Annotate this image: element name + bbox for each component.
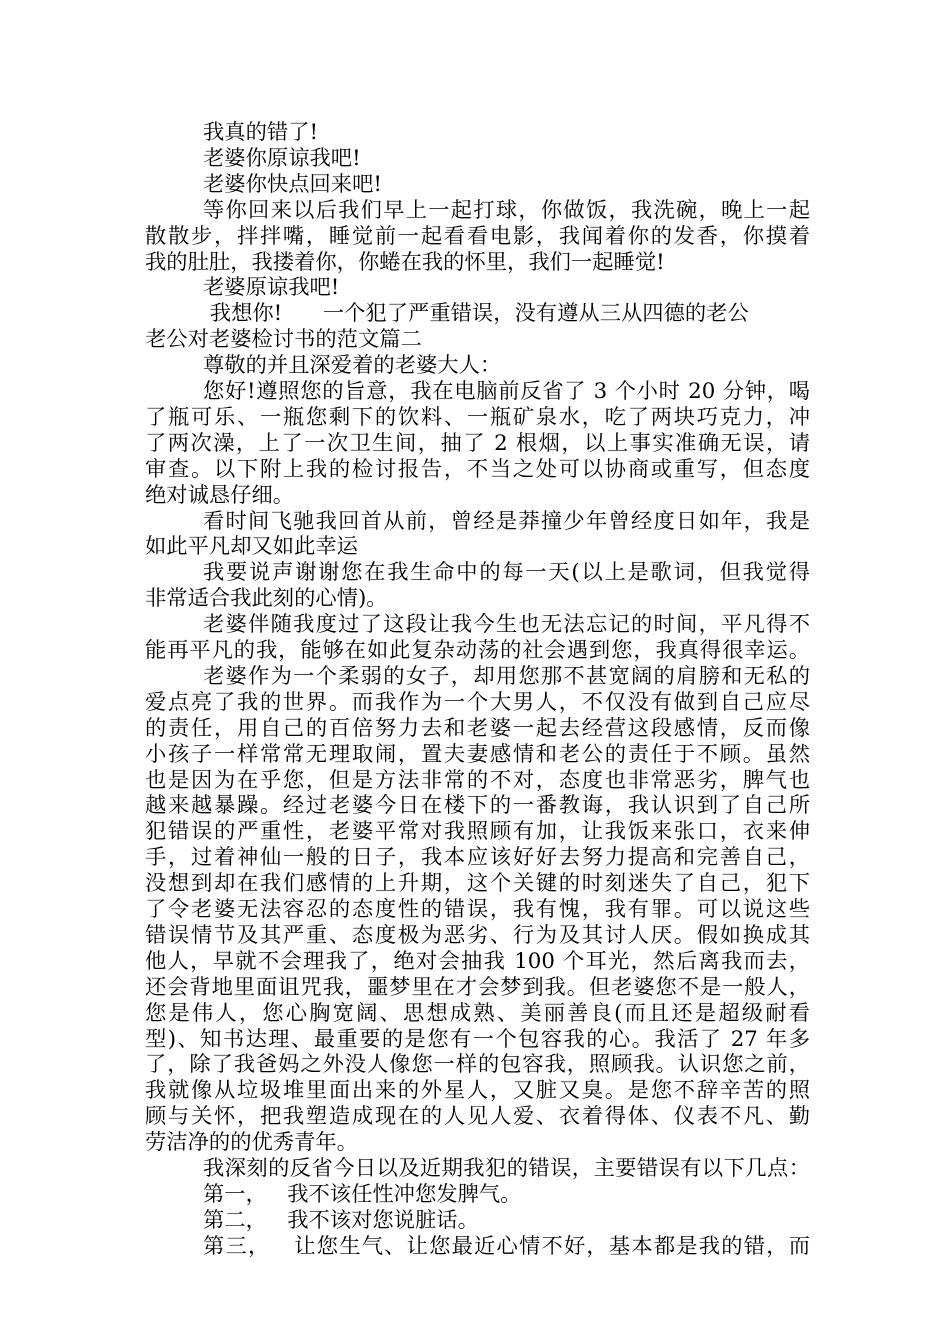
text-line: 老婆伴随我度过了这段让我今生也无法忘记的时间，平凡得不 [203, 612, 810, 638]
text-line: 爱点亮了我的世界。而我作为一个大男人，不仅没有做到自己应尽 [145, 689, 810, 715]
text-line: 非常适合我此刻的心情)。 [145, 586, 388, 612]
text-line: 的责任，用自己的百倍努力去和老婆一起去经营这段感情，反而像 [145, 715, 810, 741]
text-line: 尊敬的并且深爱着的老婆大人： [203, 353, 502, 379]
text-line: 第一， 我不该任性冲您发脾气。 [203, 1181, 522, 1207]
text-line: 顾与关怀，把我塑造成现在的人见人爱、衣着得体、仪表不凡、勤 [145, 1104, 810, 1130]
text-line: 老公对老婆检讨书的范文篇二 [145, 327, 422, 353]
text-line: 审查。以下附上我的检讨报告，不当之处可以协商或重写，但态度 [145, 456, 810, 482]
text-line: 第三， 让您生气、让您最近心情不好，基本都是我的错，而 [203, 1233, 810, 1259]
text-line: 劳洁净的的优秀青年。 [145, 1130, 358, 1156]
text-line: 散散步，拌拌嘴，睡觉前一起看看电影，我闻着你的发香，你摸着 [145, 223, 810, 249]
text-line: 小孩子一样常常无理取闹，置夫妻感情和老公的责任于不顾。虽然 [145, 741, 810, 767]
text-line: 老婆作为一个柔弱的女子，却用您那不甚宽阔的肩膀和无私的 [203, 663, 810, 689]
text-line: 等你回来以后我们早上一起打球，你做饭，我洗碗，晚上一起 [203, 197, 810, 223]
text-line: 看时间飞驰我回首从前，曾经是莽撞少年曾经度日如年，我是 [203, 508, 810, 534]
text-line: 了令老婆无法容忍的态度性的错误，我有愧，我有罪。可以说这些 [145, 897, 810, 922]
text-line: 犯错误的严重性，老婆平常对我照顾有加，让我饭来张口，衣来伸 [145, 819, 810, 845]
text-line: 手，过着神仙一般的日子，我本应该好好去努力提高和完善自己， [145, 845, 810, 871]
text-line: 老婆你快点回来吧! [203, 171, 382, 197]
text-line: 我的肚肚，我搂着你，你蜷在我的怀里，我们一起睡觉! [145, 249, 665, 275]
text-line: 老婆你原谅我吧! [203, 145, 361, 171]
text-line: 型)、知书达理、最重要的是您有一个包容我的心。我活了 27 年多 [145, 1026, 810, 1052]
text-line: 您好!遵照您的旨意，我在电脑前反省了 3 个小时 20 分钟，喝 [203, 379, 810, 404]
text-line: 第二， 我不该对您说脏话。 [203, 1207, 479, 1233]
text-line: 越来越暴躁。经过老婆今日在楼下的一番教诲，我认识到了自己所 [145, 793, 810, 819]
text-line: 绝对诚恳仔细。 [145, 482, 295, 508]
text-line: 他人，早就不会理我了，绝对会抽我 100 个耳光，然后离我而去， [145, 948, 810, 974]
text-line: 了两次澡，上了一次卫生间，抽了 2 根烟，以上事实准确无误，请 [145, 430, 810, 456]
text-line: 我想你! 一个犯了严重错误，没有遵从三从四德的老公 [203, 301, 749, 327]
text-line: 我深刻的反省今日以及近期我犯的错误，主要错误有以下几点： [203, 1156, 810, 1181]
text-line: 我就像从垃圾堆里面出来的外星人，又脏又臭。是您不辞辛苦的照 [145, 1078, 810, 1104]
text-line: 我真的错了! [203, 120, 319, 145]
text-line: 了瓶可乐、一瓶您剩下的饮料、一瓶矿泉水，吃了两块巧克力，冲 [145, 404, 810, 430]
text-line: 能再平凡的我，能够在如此复杂动荡的社会遇到您，我真得很幸运。 [145, 638, 810, 663]
text-line: 也是因为在乎您，但是方法非常的不对，态度也非常恶劣，脾气也 [145, 767, 810, 793]
text-line: 错误情节及其严重、态度极为恶劣、行为及其讨人厌。假如换成其 [145, 922, 810, 948]
text-line: 没想到却在我们感情的上升期，这个关键的时刻迷失了自己，犯下 [145, 871, 810, 897]
text-line: 我要说声谢谢您在我生命中的每一天(以上是歌词，但我觉得 [203, 560, 810, 586]
text-line: 您是伟人，您心胸宽阔、思想成熟、美丽善良(而且还是超级耐看 [145, 1000, 810, 1026]
text-line: 了，除了我爸妈之外没人像您一样的包容我，照顾我。认识您之前， [145, 1052, 810, 1078]
text-line: 还会背地里面诅咒我，噩梦里在才会梦到我。但老婆您不是一般人， [145, 974, 810, 1000]
text-line: 老婆原谅我吧! [203, 275, 340, 301]
text-line: 如此平凡却又如此幸运 [145, 534, 358, 560]
